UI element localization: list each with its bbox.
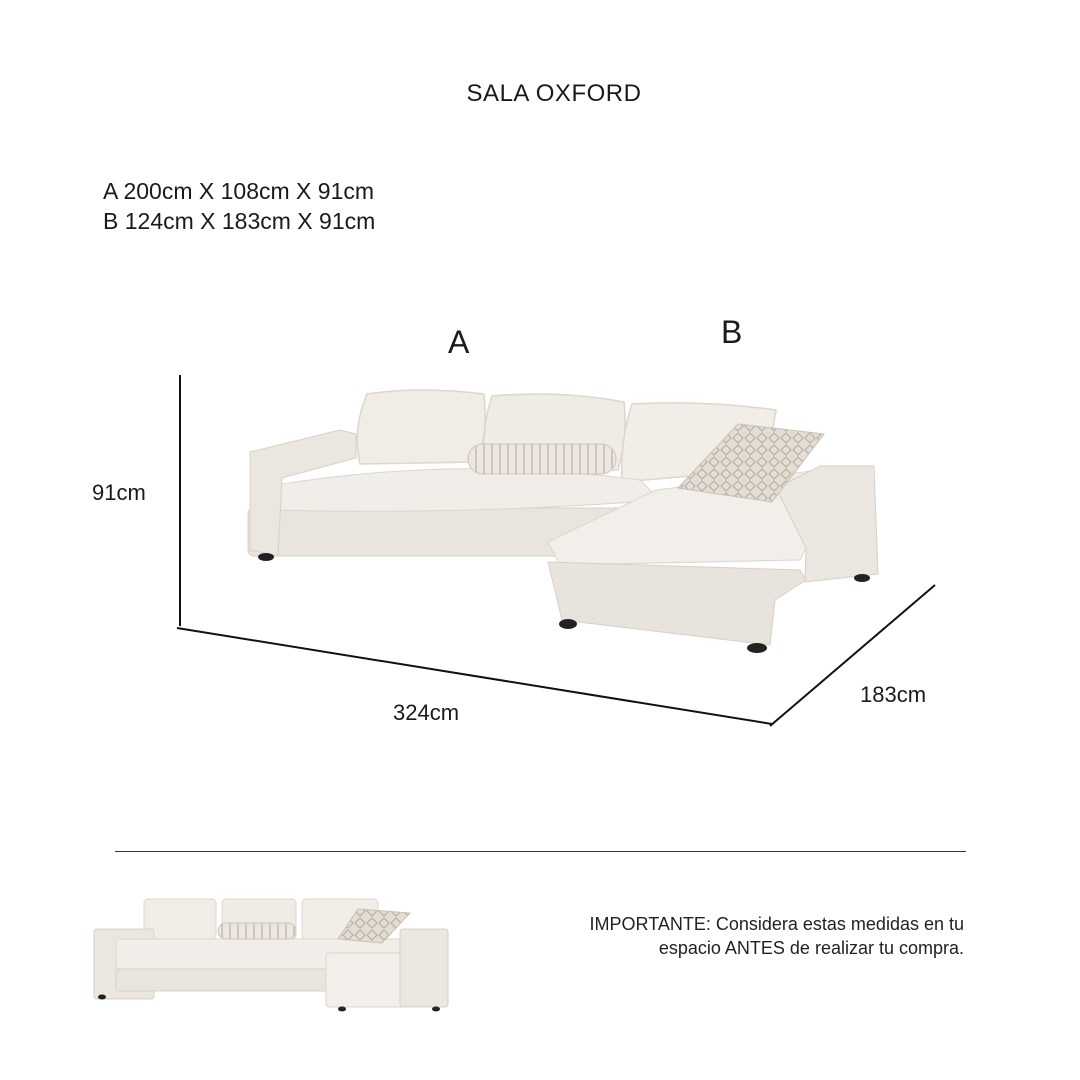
- divider-line: [115, 851, 966, 852]
- section-b-label: B: [721, 314, 743, 350]
- notice-line-1: IMPORTANTE: Considera estas medidas en tu: [589, 914, 964, 934]
- bolster-pillow: [468, 444, 616, 474]
- width-dimension: 324cm: [393, 700, 460, 725]
- sofa-thumbnail: [90, 893, 452, 1013]
- notice-line-2: espacio ANTES de realizar tu compra.: [658, 938, 964, 958]
- spec-line-b: B 124cm X 183cm X 91cm: [103, 208, 376, 234]
- spec-line-a: A 200cm X 108cm X 91cm: [103, 178, 375, 204]
- product-title: SALA OXFORD: [466, 80, 642, 107]
- important-notice: [590, 912, 964, 960]
- depth-dimension: 183cm: [860, 682, 927, 707]
- height-dimension: 91cm: [92, 480, 146, 505]
- width-line: [177, 628, 772, 724]
- section-a-label: A: [448, 324, 470, 360]
